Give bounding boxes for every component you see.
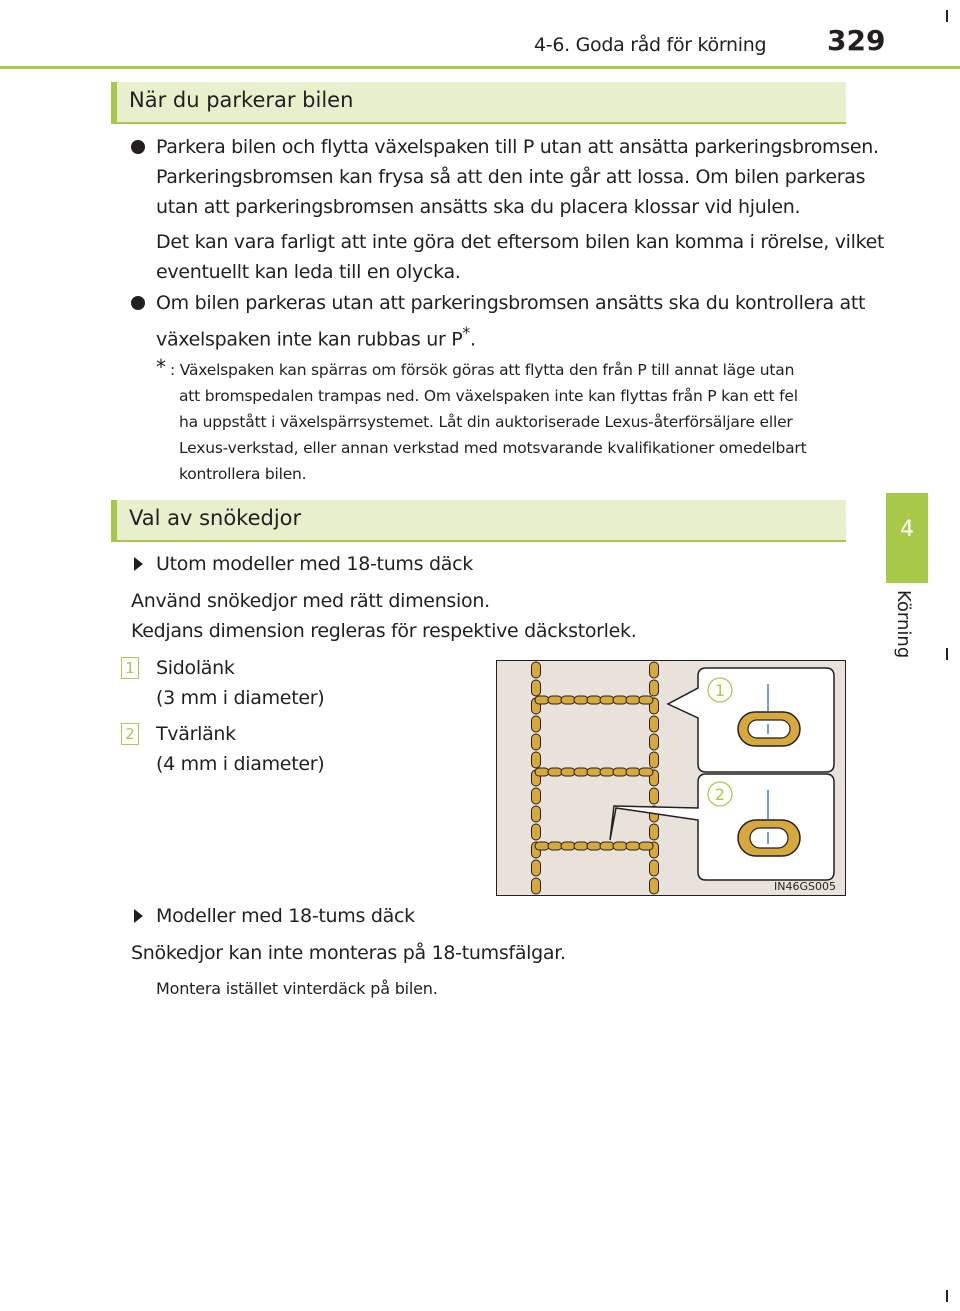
item-number-box: 2 bbox=[121, 723, 139, 745]
chain-link-shape bbox=[613, 768, 627, 776]
footnote-line: ha uppstått i växelspärrsystemet. Låt din auktoriserade Lexus-återförsäljare eller bbox=[179, 413, 793, 431]
chain-link-shape bbox=[532, 878, 541, 894]
sub-heading: Modeller med 18-tums däck bbox=[156, 905, 415, 927]
chain-link-shape bbox=[535, 768, 549, 776]
chain-link-shape bbox=[650, 752, 659, 768]
chain-link-shape bbox=[600, 842, 614, 850]
figure-callout-1: 1 bbox=[714, 681, 726, 700]
chapter-tab-number: 4 bbox=[900, 517, 914, 542]
header-rule bbox=[0, 66, 960, 69]
bullet-text-segment: växelspaken inte kan rubbas ur P bbox=[156, 328, 463, 351]
bullet-text-line bbox=[156, 318, 476, 354]
chain-link-shape bbox=[650, 716, 659, 732]
sub-heading: Utom modeller med 18-tums däck bbox=[156, 553, 473, 575]
figure-code: IN46GS005 bbox=[774, 880, 836, 893]
bullet-dot bbox=[131, 296, 145, 310]
chain-link-shape bbox=[650, 824, 659, 840]
chain-link-shape bbox=[548, 768, 562, 776]
item-detail: (4 mm i diameter) bbox=[156, 753, 325, 775]
footnote-line: Lexus-verkstad, eller annan verkstad med motsvarande kvalifikationer omedelbart bbox=[179, 439, 807, 457]
section-rule bbox=[111, 122, 846, 124]
crop-mark bbox=[946, 648, 948, 660]
chain-link-shape bbox=[613, 696, 627, 704]
bullet-dot bbox=[131, 140, 145, 154]
chain-link-shape bbox=[532, 860, 541, 876]
chain-link-shape bbox=[574, 768, 588, 776]
chain-link-shape bbox=[587, 842, 601, 850]
chain-link-shape bbox=[626, 696, 640, 704]
chain-link-shape bbox=[532, 824, 541, 840]
page-number: 329 bbox=[827, 24, 886, 57]
footnote-line: kontrollera bilen. bbox=[179, 465, 307, 483]
chain-link-shape bbox=[600, 696, 614, 704]
section-rule bbox=[111, 540, 846, 542]
paragraph-line: Använd snökedjor med rätt dimension. bbox=[131, 590, 490, 612]
bullet-text-line: Parkera bilen och flytta växelspaken till P utan att ansätta parkeringsbromsen. bbox=[156, 136, 879, 158]
chain-link-shape bbox=[532, 806, 541, 822]
section-heading-parking: När du parkerar bilen bbox=[111, 82, 846, 122]
chain-link-shape bbox=[639, 768, 653, 776]
chain-link-shape bbox=[639, 696, 653, 704]
item-label: Tvärlänk bbox=[156, 723, 236, 745]
chain-link-shape bbox=[600, 768, 614, 776]
chain-link-shape bbox=[650, 878, 659, 894]
crop-mark bbox=[946, 10, 948, 22]
footnote-marker: * bbox=[462, 323, 471, 342]
chain-link-shape bbox=[650, 662, 659, 678]
chain-link-shape bbox=[532, 752, 541, 768]
item-detail: (3 mm i diameter) bbox=[156, 687, 325, 709]
chain-link-shape bbox=[532, 788, 541, 804]
bullet-text-line: Det kan vara farligt att inte göra det eftersom bilen kan komma i rörelse, vilket bbox=[156, 231, 885, 253]
chain-link-shape bbox=[548, 842, 562, 850]
chain-link-shape bbox=[532, 716, 541, 732]
chain-link-shape bbox=[532, 734, 541, 750]
bullet-text-segment: . bbox=[470, 328, 476, 351]
chain-link-shape bbox=[535, 842, 549, 850]
chain-link-shape bbox=[574, 842, 588, 850]
chain-link-shape bbox=[587, 768, 601, 776]
chain-link-shape bbox=[650, 788, 659, 804]
snow-chain-illustration bbox=[496, 660, 846, 896]
chain-link-shape bbox=[574, 696, 588, 704]
chain-link-shape bbox=[650, 860, 659, 876]
figure-callout-2: 2 bbox=[714, 785, 726, 804]
chain-link-shape bbox=[650, 734, 659, 750]
chain-link-shape bbox=[535, 696, 549, 704]
snow-chain-figure-svg bbox=[496, 660, 846, 896]
note-line: Montera istället vinterdäck på bilen. bbox=[156, 979, 438, 998]
chapter-tab-label: Körning bbox=[893, 590, 914, 659]
paragraph-line: Kedjans dimension regleras för respektive däckstorlek. bbox=[131, 620, 637, 642]
chain-link-shape bbox=[587, 696, 601, 704]
footnote-line: : Växelspaken kan spärras om försök göras att flytta den från P till annat läge utan bbox=[170, 361, 795, 379]
chain-link-shape bbox=[561, 768, 575, 776]
crop-mark bbox=[946, 1290, 948, 1302]
footnote-star: * bbox=[156, 355, 166, 379]
chapter-section-title: 4-6. Goda råd för körning bbox=[534, 34, 767, 56]
footnote-line: att bromspedalen trampas ned. Om växelspaken inte kan flyttas från P kan ett fel bbox=[179, 387, 798, 405]
chain-link-shape bbox=[561, 696, 575, 704]
item-number-box: 1 bbox=[121, 657, 139, 679]
chain-link-shape bbox=[626, 842, 640, 850]
bullet-text-line: Parkeringsbromsen kan frysa så att den inte går att lossa. Om bilen parkeras bbox=[156, 166, 866, 188]
chain-link-shape bbox=[561, 842, 575, 850]
chain-link-shape bbox=[613, 842, 627, 850]
sub-heading-triangle-icon bbox=[134, 909, 143, 923]
paragraph-line: Snökedjor kan inte monteras på 18-tumsfälgar. bbox=[131, 942, 566, 964]
chain-link-shape bbox=[626, 768, 640, 776]
chain-link-shape bbox=[650, 680, 659, 696]
bullet-text-line: utan att parkeringsbromsen ansätts ska du placera klossar vid hjulen. bbox=[156, 196, 801, 218]
chain-link-shape bbox=[639, 842, 653, 850]
sub-heading-triangle-icon bbox=[134, 557, 143, 571]
bullet-text-line: eventuellt kan leda till en olycka. bbox=[156, 261, 461, 283]
bullet-text-line: Om bilen parkeras utan att parkeringsbromsen ansätts ska du kontrollera att bbox=[156, 292, 866, 314]
section-heading-snow-chains: Val av snökedjor bbox=[111, 500, 846, 540]
chain-link-shape bbox=[532, 680, 541, 696]
chain-link-shape bbox=[532, 662, 541, 678]
item-label: Sidolänk bbox=[156, 657, 235, 679]
chain-link-shape bbox=[548, 696, 562, 704]
